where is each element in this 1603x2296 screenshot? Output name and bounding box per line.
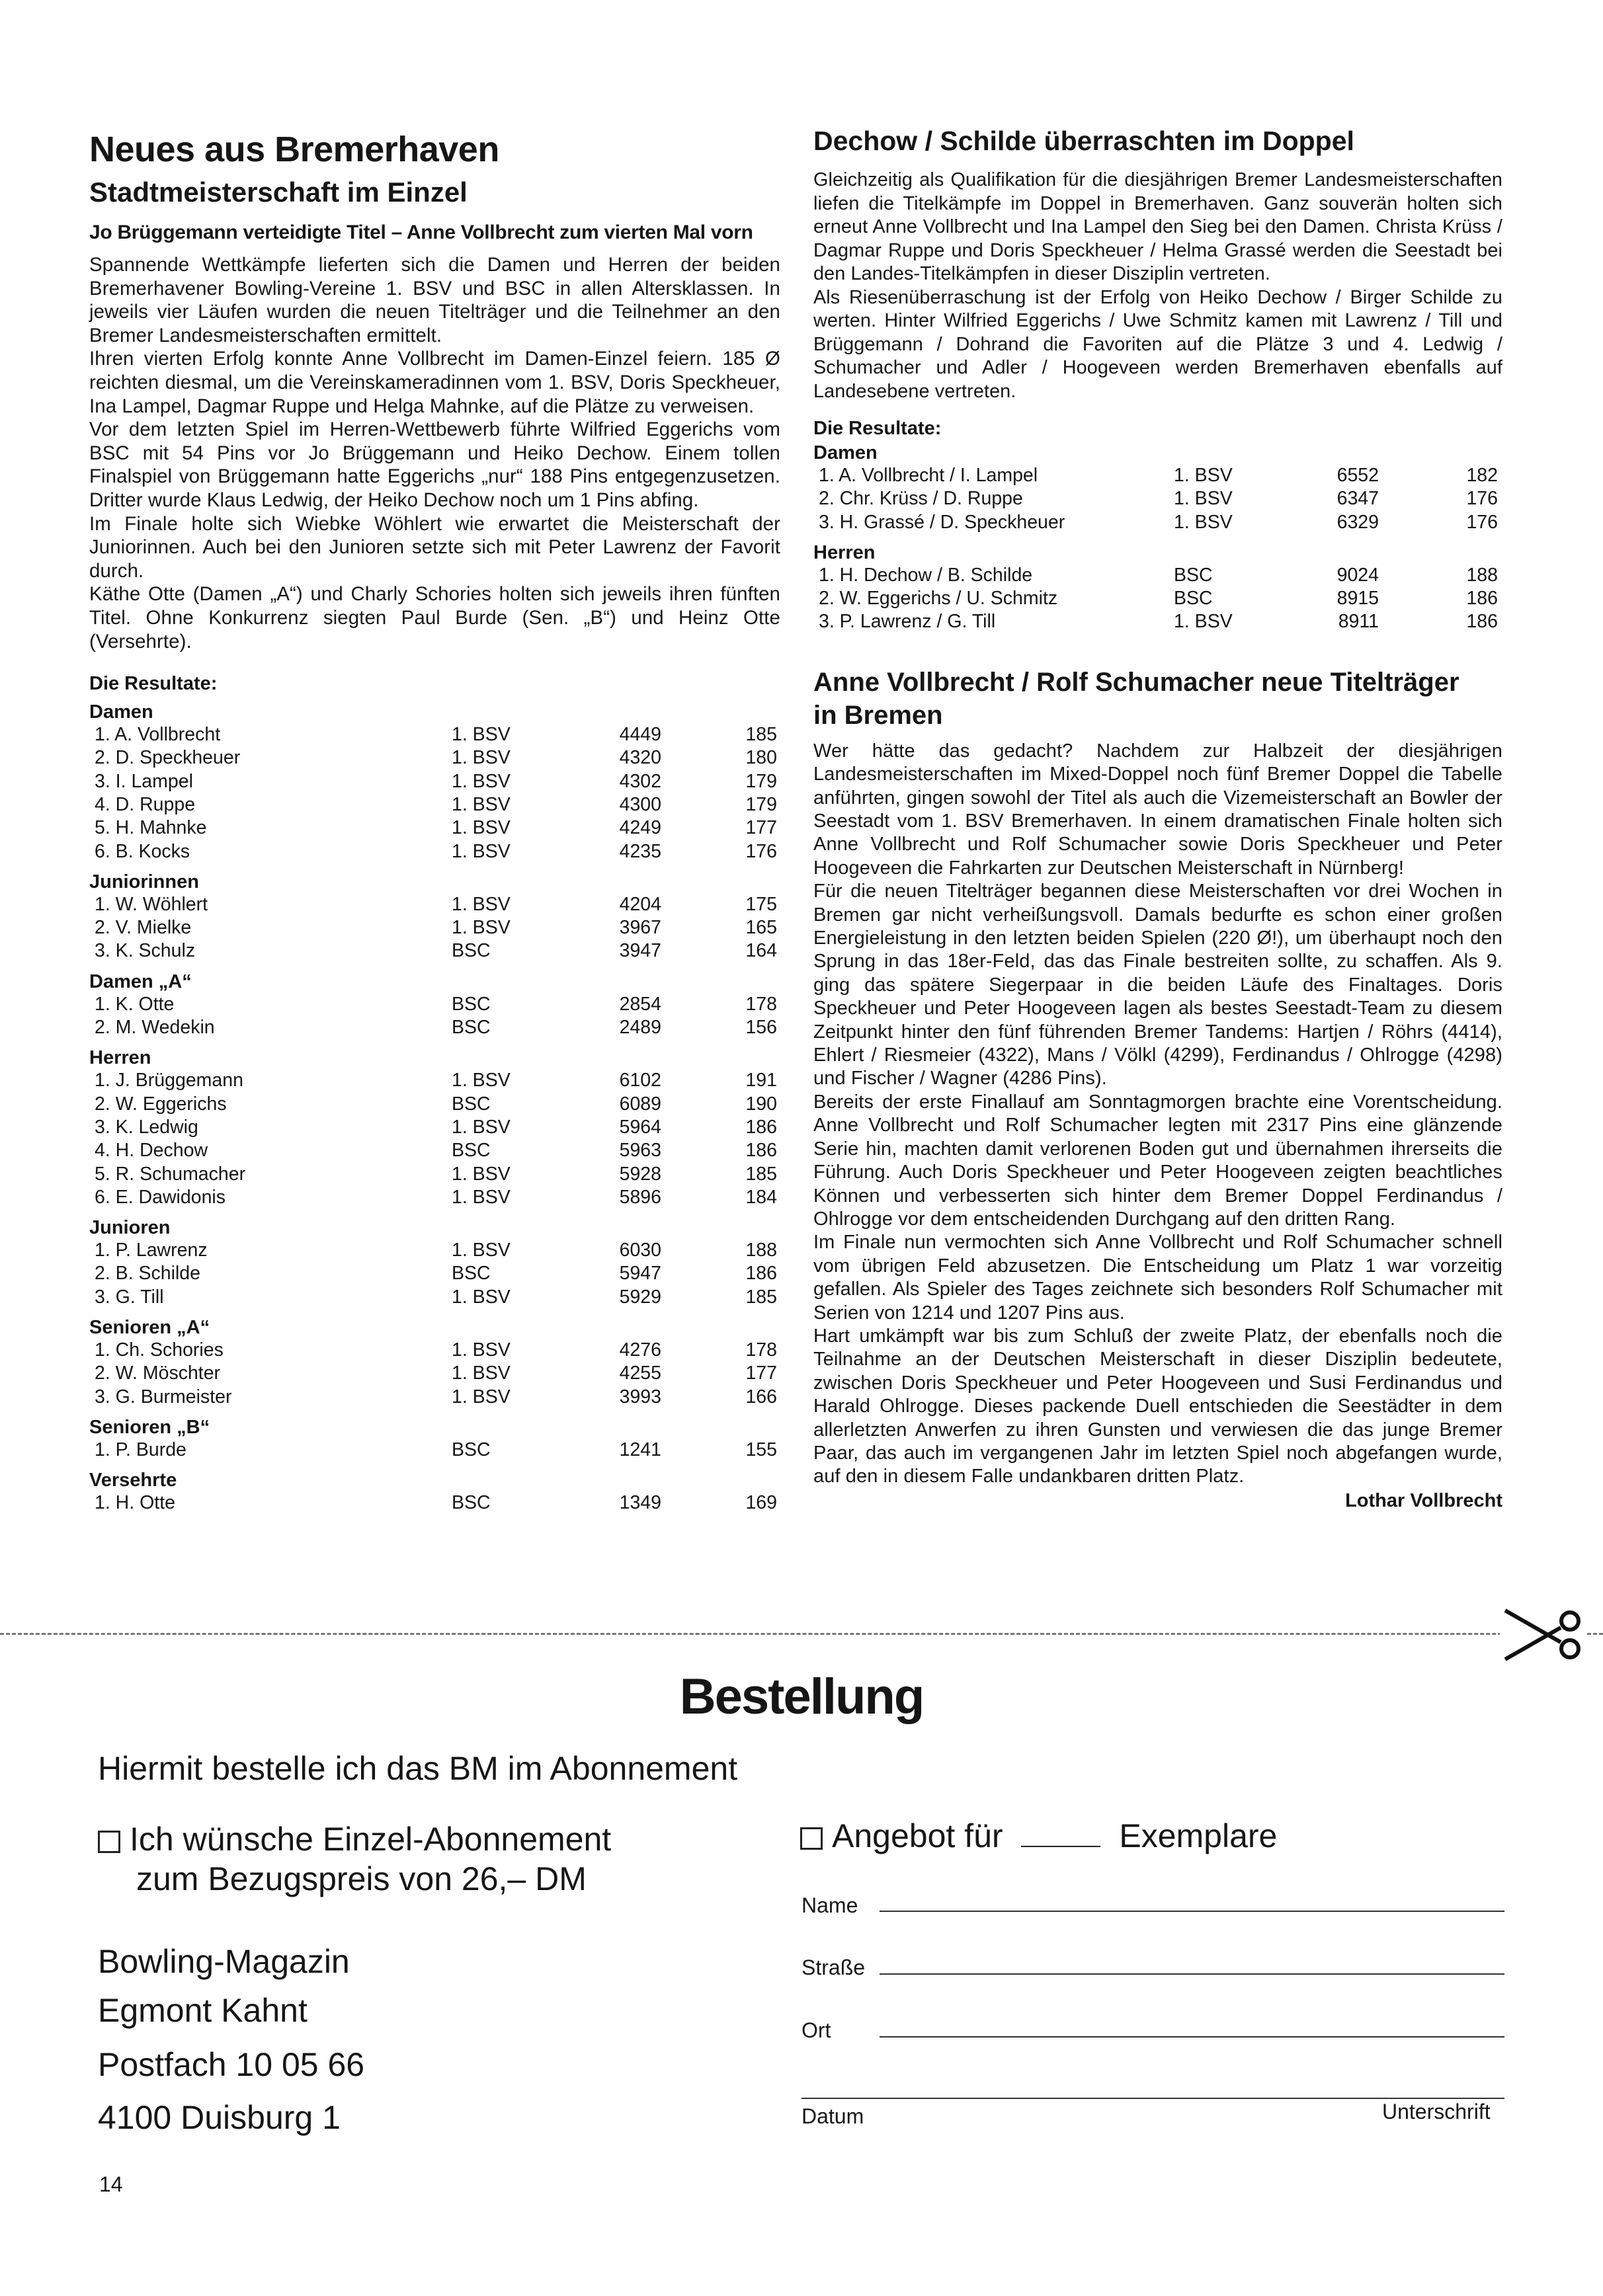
result-name: 3. H. Grassé / D. Speckheuer: [819, 511, 1065, 533]
result-pins: 3967: [619, 917, 661, 939]
result-club: 1. BSV: [452, 1070, 511, 1091]
result-name: 1. K. Otte: [95, 993, 175, 1015]
result-pins: 5963: [619, 1140, 661, 1162]
result-average: 185: [745, 724, 777, 746]
result-club: 1. BSV: [1174, 511, 1233, 533]
result-name: 1. H. Otte: [95, 1492, 175, 1514]
results-heading: Die Resultate:: [89, 673, 218, 695]
result-name: 1. H. Dechow / B. Schilde: [819, 564, 1033, 586]
result-row: [89, 723, 780, 746]
result-average: 184: [745, 1186, 777, 1208]
paragraph: Für die neuen Titelträger begannen diese Meisterschaften vor drei Wochen in Bremen gar nicht verheißungsvoll. Damals bedurfte es schon einer großen Energieleistung in den letzten beiden Spielen (220 Ø!), um überhaupt noch den Sprung in das 18er-Feld, das das Finale bestreiten sollte, zu schaffen. Als 9. ging das spätere Siegerpaar in die beiden Läufe des Finaltages. Doris Speckheuer und Peter Hoogeveen lagen als bestes Seestadt-Team zu diesem Zeitpunkt hinter den fünf führenden Bremer Tandems: Hartjen / Röhrs (4414), Ehlert / Riesmeier (4322), Mans / Völkl (4299), Ferdinandus / Ohlrogge (4298) und Fischer / Wagner (4286 Pins).: [813, 881, 1502, 1089]
result-average: 179: [745, 793, 777, 815]
mixed-title: [813, 666, 1502, 732]
result-club: 1. BSV: [452, 724, 511, 746]
result-club: BSC: [452, 993, 491, 1015]
result-pins: 8911: [1338, 611, 1379, 633]
result-row: [813, 564, 1502, 587]
result-name: 3. G. Till: [95, 1286, 164, 1308]
result-average: 179: [745, 770, 777, 792]
result-pins: 4300: [619, 793, 661, 815]
result-name: 2. W. Möschter: [95, 1363, 221, 1384]
result-club: 1. BSV: [1174, 465, 1233, 486]
result-name: 1. A. Vollbrecht: [95, 724, 221, 746]
result-average: 155: [745, 1439, 777, 1460]
result-row: [89, 1286, 780, 1309]
result-average: 169: [745, 1492, 777, 1514]
paragraph: Vor dem letzten Spiel im Herren-Wettbewerb führte Wilfried Eggerichs vom BSC mit 54 Pins vor Jo Brüggemann und Heiko Dechow. Einem tollen Finalspiel von Brüggemann hatte Eggerichs „nur“ 188 Pins entgegenzusetzen. Dritter wurde Klaus Ledwig, der Heiko Dechow noch um 1 Pins abfing.: [89, 418, 780, 511]
result-average: 176: [1466, 488, 1498, 510]
result-row: [89, 1262, 780, 1285]
result-pins: 6089: [619, 1093, 661, 1115]
results-heading: Die Resultate:: [813, 418, 942, 439]
address-line: Egmont Kahnt: [98, 1992, 308, 2029]
result-average: 188: [745, 1240, 777, 1261]
result-club: BSC: [452, 1263, 491, 1285]
result-average: 186: [745, 1140, 777, 1162]
result-name: 6. E. Dawidonis: [95, 1186, 226, 1208]
result-name: 2. W. Eggerichs / U. Schmitz: [819, 588, 1058, 610]
result-club: 1. BSV: [452, 1339, 511, 1361]
result-group-title: Juniorinnen: [89, 871, 199, 892]
result-average: 185: [745, 1163, 777, 1185]
result-average: 175: [745, 893, 777, 915]
result-club: 1. BSV: [1174, 611, 1233, 633]
result-row: [89, 1116, 780, 1139]
paragraph: Im Finale nun vermochten sich Anne Vollbrecht und Rolf Schumacher schnell vom übrigen Feld abzusetzen. Die Entscheidung um Platz 1 war vorzeitig gefallen. Als Spieler des Tages zeichnete sich besonders Rolf Schumacher mit Serien von 1214 und 1207 Pins aus.: [813, 1232, 1502, 1324]
result-group-title: Versehrte: [89, 1470, 177, 1491]
city-label: Ort: [802, 2018, 831, 2042]
result-pins: 5929: [619, 1286, 661, 1308]
result-row: [89, 1139, 780, 1162]
result-name: 3. G. Burmeister: [95, 1386, 232, 1407]
result-club: BSC: [452, 1093, 491, 1115]
result-pins: 5964: [619, 1116, 661, 1138]
result-average: 177: [745, 817, 777, 839]
result-pins: 6552: [1336, 465, 1379, 486]
result-name: 5. H. Mahnke: [95, 817, 207, 839]
left-column: [89, 129, 780, 1515]
result-average: 190: [745, 1093, 777, 1115]
result-name: 6. B. Kocks: [95, 840, 190, 862]
cut-line: [0, 1633, 1603, 1635]
name-label: Name: [802, 1893, 858, 1917]
result-club: 1. BSV: [452, 1116, 511, 1138]
result-pins: 4276: [619, 1339, 661, 1361]
result-name: 1. Ch. Schories: [95, 1339, 224, 1361]
result-row: [813, 587, 1502, 610]
result-average: 180: [745, 747, 777, 769]
page-number: 14: [99, 2172, 123, 2196]
result-group-title: Junioren: [89, 1217, 171, 1239]
result-club: 1. BSV: [452, 1386, 511, 1407]
result-club: BSC: [1174, 588, 1213, 610]
result-name: 2. B. Schilde: [95, 1263, 201, 1285]
paragraph: Als Riesenüberraschung ist der Erfolg von Heiko Dechow / Birger Schilde zu werten. Hinter Wilfried Eggerichs / Uwe Schmitz kamen mit Lawrenz / Till und Brüggemann / Dohrand die Favoriten auf die Plätze 3 und 4. Ledwig / Schumacher und Adler / Hoogeveen werden Bremerhaven ebenfalls auf Landesebene vertreten.: [813, 286, 1502, 402]
result-pins: 9024: [1336, 564, 1379, 586]
option-price: zum Bezugspreis von 26,– DM: [136, 1860, 587, 1897]
result-pins: 6030: [619, 1240, 661, 1261]
mixed-title-line: Anne Vollbrecht / Rolf Schumacher neue Titelträger: [813, 667, 1459, 697]
paragraph: Gleichzeitig als Qualifikation für die diesjährigen Bremer Landesmeisterschaften liefen die Titelkämpfe im Doppel in Bremerhaven. Ganz souverän holten sich erneut Anne Vollbrecht und Ina Lampel den Sieg bei den Damen. Christa Krüss / Dagmar Ruppe und Doris Speckheuer / Helma Grassé werden die Seestadt bei den Landes-Titelkämpfen in dieser Disziplin vertreten.: [813, 169, 1502, 284]
result-name: 1. W. Wöhlert: [95, 893, 208, 915]
result-row: [89, 1386, 780, 1409]
result-club: 1. BSV: [452, 1286, 511, 1308]
page-title: Neues aus Bremerhaven: [89, 130, 499, 169]
result-name: 3. I. Lampel: [95, 770, 193, 792]
result-pins: 5928: [619, 1163, 661, 1185]
result-row: [89, 1016, 780, 1039]
result-club: 1. BSV: [452, 840, 511, 862]
offer-prefix: Angebot für: [832, 1817, 1003, 1854]
paragraph: Bereits der erste Finallauf am Sonntagmorgen brachte eine Vorentscheidung. Anne Vollbrecht und Rolf Schumacher legten mit 2317 Pins eine glänzende Serie hin, machten damit verlorenen Boden gut und übernahmen ihrerseits die Führung. Auch Doris Speckheuer und Peter Hoogeveen zeigten beachtliches Können und verbesserten sich hinter dem Bremer Doppel Ferdinandus / Ohlrogge vor dem entscheidenden Durchgang auf den dritten Rang.: [813, 1091, 1502, 1230]
option-label: Ich wünsche Einzel-Abonnement: [130, 1821, 612, 1858]
result-average: 165: [745, 917, 777, 939]
result-group-title: Senioren „B“: [89, 1416, 210, 1438]
scissors-icon: [1500, 1605, 1586, 1665]
paragraph: Im Finale holte sich Wiebke Wöhlert wie erwartet die Meisterschaft der Juniorinnen. Auch bei den Junioren setzte sich mit Peter Lawrenz der Favorit durch.: [89, 512, 780, 582]
result-name: 5. R. Schumacher: [95, 1163, 246, 1185]
result-pins: 6347: [1336, 488, 1379, 510]
result-pins: 1349: [619, 1492, 661, 1514]
result-pins: 4449: [619, 724, 661, 746]
result-pins: 4249: [619, 817, 661, 839]
result-pins: 6329: [1336, 511, 1379, 533]
result-average: 166: [745, 1386, 777, 1407]
result-name: 2. W. Eggerichs: [95, 1093, 227, 1115]
doubles-title: Dechow / Schilde überraschten im Doppel: [813, 126, 1354, 156]
result-pins: 3947: [619, 940, 661, 962]
result-pins: 4235: [619, 840, 661, 862]
result-row: [89, 1239, 780, 1262]
offer-quantity-field[interactable]: [1021, 1819, 1100, 1847]
doubles-results-table: [813, 442, 1502, 634]
result-group-title: Herren: [89, 1047, 151, 1069]
result-average: 185: [745, 1286, 777, 1308]
result-row: [813, 511, 1502, 534]
offer-option: [800, 1816, 1277, 1856]
result-average: 182: [1466, 465, 1498, 486]
result-row: [89, 770, 780, 793]
result-group-title: Herren: [813, 541, 876, 563]
result-pins: 4302: [619, 770, 661, 792]
result-name: 3. K. Schulz: [95, 940, 196, 962]
result-name: 4. H. Dechow: [95, 1140, 208, 1162]
result-club: BSC: [452, 1140, 491, 1162]
offer-checkbox[interactable]: [800, 1827, 823, 1850]
result-row: [89, 1069, 780, 1092]
result-name: 2. D. Speckheuer: [95, 747, 241, 769]
result-row: [89, 1491, 780, 1515]
result-pins: 2489: [619, 1017, 661, 1039]
result-club: 1. BSV: [452, 747, 511, 769]
doubles-article-body: [813, 169, 1502, 403]
result-club: BSC: [452, 940, 491, 962]
result-club: BSC: [452, 1439, 491, 1460]
result-club: 1. BSV: [452, 770, 511, 792]
result-pins: 3993: [619, 1386, 661, 1407]
offer-suffix: Exemplare: [1119, 1817, 1278, 1854]
result-group-title: Damen: [813, 442, 878, 463]
result-group-title: Damen: [89, 701, 153, 723]
result-pins: 5947: [619, 1263, 661, 1285]
result-name: 1. P. Lawrenz: [95, 1240, 208, 1261]
result-pins: 2854: [619, 993, 661, 1015]
result-name: 1. J. Brüggemann: [95, 1070, 243, 1091]
result-average: 186: [1466, 611, 1498, 633]
result-average: 178: [745, 993, 777, 1015]
result-row: [813, 464, 1502, 487]
street-field[interactable]: [880, 1973, 1504, 1975]
result-row: [89, 1093, 780, 1116]
result-average: 191: [745, 1070, 777, 1091]
result-club: 1. BSV: [452, 893, 511, 915]
result-average: 176: [1466, 511, 1498, 533]
result-row: [89, 1186, 780, 1209]
mixed-article-body: [813, 740, 1502, 1489]
signature-label: Unterschrift: [1382, 2100, 1491, 2123]
mixed-title-line: in Bremen: [813, 700, 943, 730]
result-row: [89, 1339, 780, 1362]
result-group-title: Senioren „A“: [89, 1317, 210, 1339]
single-subscription-option: [98, 1819, 611, 1899]
result-club: BSC: [452, 1492, 491, 1514]
result-club: BSC: [1174, 564, 1213, 586]
result-group-title: Damen „A“: [89, 970, 192, 992]
result-row: [89, 746, 780, 770]
result-name: 2. M. Wedekin: [95, 1017, 215, 1039]
paragraph: Käthe Otte (Damen „A“) und Charly Schories holten sich jeweils ihren fünften Titel. Ohne Konkurrenz siegten Paul Burde (Sen. „B“) und Heinz Otte (Versehrte).: [89, 583, 780, 653]
order-title: Bestellung: [679, 1669, 924, 1725]
single-subscription-checkbox[interactable]: [98, 1831, 120, 1853]
result-name: 4. D. Ruppe: [95, 793, 196, 815]
result-row: [89, 840, 780, 863]
result-row: [89, 1362, 780, 1385]
result-row: [89, 1439, 780, 1462]
result-average: 186: [1466, 588, 1498, 610]
result-average: 176: [745, 840, 777, 862]
address-line: 4100 Duisburg 1: [98, 2099, 341, 2136]
result-average: 164: [745, 940, 777, 962]
result-club: 1. BSV: [452, 917, 511, 939]
paragraph: Ihren vierten Erfolg konnte Anne Vollbrecht im Damen-Einzel feiern. 185 Ø reichten diesmal, um die Vereinskameradinnen vom 1. BSV, Doris Speckheuer, Ina Lampel, Dagmar Ruppe und Helga Mahnke, auf die Plätze zu verweisen.: [89, 348, 780, 417]
result-row: [813, 610, 1502, 633]
result-pins: 1241: [619, 1439, 661, 1460]
result-club: 1. BSV: [452, 1240, 511, 1261]
date-label: Datum: [802, 2104, 864, 2128]
result-club: 1. BSV: [452, 1363, 511, 1384]
address-line: Bowling-Magazin: [98, 1943, 350, 1980]
result-pins: 4255: [619, 1363, 661, 1384]
result-average: 186: [745, 1263, 777, 1285]
paragraph: Hart umkämpft war bis zum Schluß der zweite Platz, der ebenfalls noch die Teilnahme an der Deutschen Meisterschaft in dieser Disziplin bedeutete, zwischen Doris Speckheuer und Peter Hoogeveen und Susi Ferdinandus und Harald Ohlrogge. Dieses packende Duell entschieden die Seestädter in dem allerletzten Anwerfen zu ihren Gunsten und verwiesen die das junge Bremer Paar, das auch im vergangenen Jahr im letzten Spiel noch abgefangen wurde, auf den in diesem Falle undankbaren dritten Platz.: [813, 1325, 1502, 1487]
result-average: 156: [745, 1017, 777, 1039]
result-club: 1. BSV: [452, 1186, 511, 1208]
result-row: [813, 487, 1502, 510]
result-pins: 4204: [619, 893, 661, 915]
result-name: 2. V. Mielke: [95, 917, 192, 939]
paragraph: Spannende Wettkämpfe lieferten sich die Damen und Herren der beiden Bremerhavener Bowling-Vereine 1. BSV und BSC in allen Altersklassen. In jeweils vier Läufen wurden die neuen Titelträger und die Teilnehmer an den Bremer Landesmeisterschaften ermittelt.: [89, 254, 780, 346]
result-row: [89, 939, 780, 963]
order-intro: Hiermit bestelle ich das BM im Abonnement: [98, 1750, 738, 1787]
right-column: [813, 126, 1502, 1512]
section-subtitle: Stadtmeisterschaft im Einzel: [89, 177, 468, 208]
result-name: 3. K. Ledwig: [95, 1116, 198, 1138]
result-club: 1. BSV: [452, 1163, 511, 1185]
street-label: Straße: [802, 1956, 866, 1979]
result-row: [89, 1163, 780, 1186]
lead-line: Jo Brüggemann verteidigte Titel – Anne Vollbrecht zum vierten Mal vorn: [89, 221, 753, 243]
author-byline: Lothar Vollbrecht: [1345, 1489, 1502, 1511]
result-row: [89, 816, 780, 840]
address-line: Postfach 10 05 66: [98, 2046, 365, 2083]
result-average: 186: [745, 1116, 777, 1138]
result-pins: 4320: [619, 747, 661, 769]
left-article-body: [89, 253, 780, 653]
result-club: 1. BSV: [452, 817, 511, 839]
result-name: 3. P. Lawrenz / G. Till: [819, 611, 996, 633]
result-pins: 5896: [619, 1186, 661, 1208]
result-average: 178: [745, 1339, 777, 1361]
result-club: 1. BSV: [1174, 488, 1233, 510]
result-row: [89, 893, 780, 916]
result-average: 188: [1466, 564, 1498, 586]
date-signature-field[interactable]: [802, 2098, 1504, 2099]
result-row: [89, 993, 780, 1016]
result-name: 1. A. Vollbrecht / I. Lampel: [819, 465, 1038, 486]
city-field[interactable]: [880, 2036, 1504, 2038]
paragraph: Wer hätte das gedacht? Nachdem zur Halbzeit der diesjährigen Landesmeisterschaften im Mixed-Doppel noch fünf Bremer Doppel die Tabelle anführten, gingen sowohl der Titel als auch die Vizemeisterschaft an Bowler der Seestadt vom 1. BSV Bremerhaven. In einem dramatischen Finale holten sich Anne Vollbrecht und Rolf Schumacher sowie Doris Speckheuer und Peter Hoogeveen die Fahrkarten zur Deutschen Meisterschaft in Nürnberg!: [813, 740, 1502, 879]
publisher-address: [98, 1937, 364, 2142]
result-club: BSC: [452, 1017, 491, 1039]
result-club: 1. BSV: [452, 793, 511, 815]
name-field[interactable]: [880, 1911, 1504, 1912]
result-pins: 8915: [1336, 588, 1379, 610]
left-results-table: [89, 701, 780, 1515]
result-row: [89, 916, 780, 939]
result-pins: 6102: [619, 1070, 661, 1091]
result-average: 177: [745, 1363, 777, 1384]
result-name: 2. Chr. Krüss / D. Ruppe: [819, 488, 1023, 510]
result-name: 1. P. Burde: [95, 1439, 186, 1460]
result-row: [89, 793, 780, 816]
